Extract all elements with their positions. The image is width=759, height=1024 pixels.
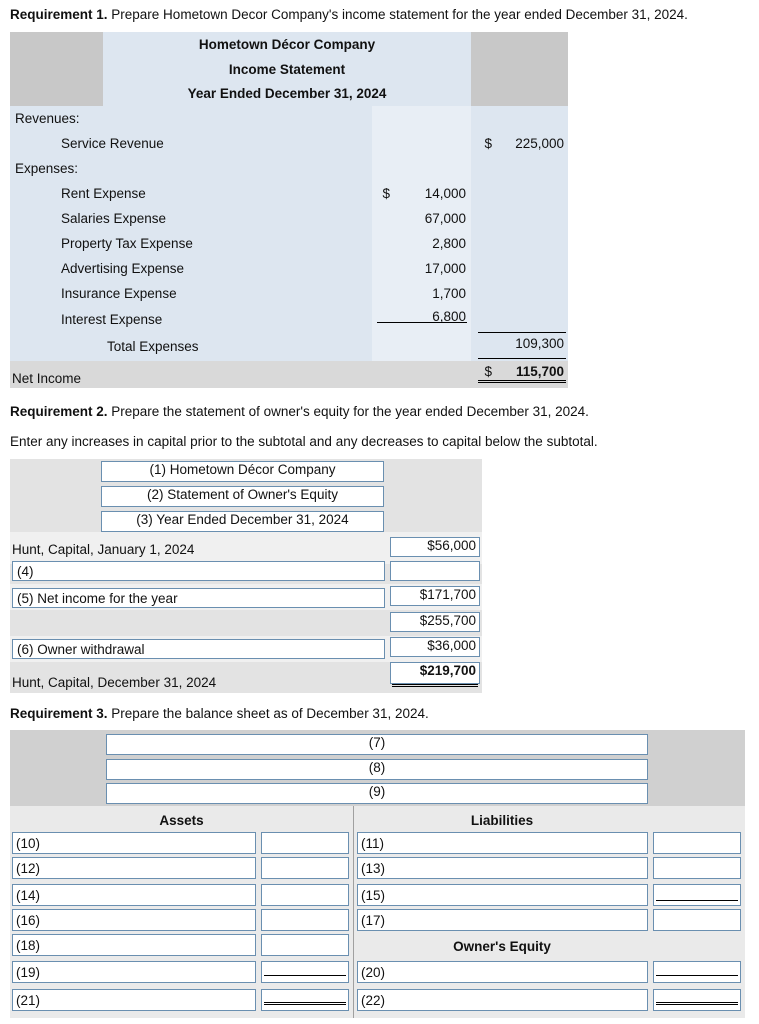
net-income-label: Net Income — [12, 371, 82, 386]
asset-label-field[interactable]: (12) — [12, 857, 256, 879]
is-title: Income Statement — [228, 62, 346, 77]
expenses-label: Expenses: — [15, 161, 79, 176]
assets-heading: Assets — [159, 813, 204, 828]
equity-amount-field[interactable] — [653, 961, 741, 983]
expenses-underline — [377, 322, 467, 323]
is-header-right-bg — [471, 32, 568, 106]
asset-label-field[interactable]: (10) — [12, 832, 256, 854]
service-revenue-label: Service Revenue — [61, 136, 164, 151]
total-expenses-topline — [478, 332, 566, 333]
expense-value: 67,000 — [424, 211, 466, 226]
capital-begin-label: Hunt, Capital, January 1, 2024 — [12, 542, 195, 557]
subtotal-field[interactable]: $255,700 — [390, 612, 480, 632]
liability-underline — [656, 900, 738, 901]
net-income-topline — [478, 358, 566, 359]
oe-header-title-field[interactable]: (2) Statement of Owner's Equity — [101, 486, 384, 507]
asset-amount-field[interactable] — [261, 934, 349, 956]
total-liab-equity-double-underline — [656, 1002, 738, 1005]
is-header-left-bg — [10, 32, 103, 106]
total-expenses-value: 109,300 — [515, 336, 564, 351]
liability-amount-field[interactable] — [653, 884, 741, 906]
asset-subtotal-underline — [264, 975, 346, 976]
oe-header-company-field[interactable]: (1) Hometown Décor Company — [101, 461, 384, 482]
expense-value: 17,000 — [424, 261, 466, 276]
total-liabilities-field[interactable] — [653, 909, 741, 931]
liabilities-heading: Liabilities — [470, 813, 534, 828]
total-assets-subtotal-field[interactable] — [261, 961, 349, 983]
bs-header-title-field[interactable]: (8) — [106, 759, 648, 780]
expense-label: Rent Expense — [61, 186, 146, 201]
liability-amount-field[interactable] — [653, 857, 741, 879]
liability-amount-field[interactable] — [653, 832, 741, 854]
total-liab-equity-label-field[interactable]: (22) — [357, 989, 648, 1011]
asset-amount-field[interactable] — [261, 832, 349, 854]
line-5-value-field[interactable]: $171,700 — [390, 586, 480, 606]
net-income-value: 115,700 — [515, 364, 564, 379]
total-liab-equity-field[interactable] — [653, 989, 741, 1011]
capital-end-field[interactable]: $219,700 — [390, 662, 480, 684]
liability-label-field[interactable]: (15) — [357, 884, 648, 906]
liability-label-field[interactable]: (17) — [357, 909, 648, 931]
asset-label-field[interactable]: (19) — [12, 961, 256, 983]
expense-value: 6,800 — [432, 309, 466, 324]
requirement-1-heading: Requirement 1. Prepare Hometown Decor Company's income statement for the year ended December 31, 2024. — [10, 7, 688, 22]
equity-underline — [656, 975, 738, 976]
asset-label-field[interactable]: (18) — [12, 934, 256, 956]
asset-label-field[interactable]: (14) — [12, 884, 256, 906]
line-4-label-field[interactable]: (4) — [12, 561, 385, 581]
line-6-label-field[interactable]: (6) Owner withdrawal — [12, 639, 385, 659]
oe-header-period-field[interactable]: (3) Year Ended December 31, 2024 — [101, 511, 384, 532]
bs-header-date-field[interactable]: (9) — [106, 783, 648, 804]
line-6-value-field[interactable]: $36,000 — [390, 637, 480, 657]
total-expenses-label: Total Expenses — [107, 339, 199, 354]
bs-column-divider — [353, 806, 354, 1018]
expense-label: Insurance Expense — [61, 286, 177, 301]
expense-value: 2,800 — [432, 236, 466, 251]
is-company-name: Hometown Décor Company — [198, 37, 376, 52]
line-4-value-field[interactable] — [390, 561, 480, 581]
requirement-2-heading: Requirement 2. Prepare the statement of owner's equity for the year ended December 31, 2024. — [10, 404, 589, 419]
total-assets-double-underline — [264, 1002, 346, 1005]
bs-header-company-field[interactable]: (7) — [106, 734, 648, 755]
asset-amount-field[interactable] — [261, 884, 349, 906]
total-assets-field[interactable] — [261, 989, 349, 1011]
expense-value: 14,000 — [424, 186, 466, 201]
requirement-3-heading: Requirement 3. Prepare the balance sheet as of December 31, 2024. — [10, 706, 429, 721]
asset-amount-field[interactable] — [261, 909, 349, 931]
capital-begin-field[interactable]: $56,000 — [390, 537, 480, 557]
owners-equity-heading: Owner's Equity — [453, 939, 551, 954]
service-revenue-value: 225,000 — [515, 136, 564, 151]
asset-label-field[interactable]: (16) — [12, 909, 256, 931]
equity-label-field[interactable]: (20) — [357, 961, 648, 983]
capital-end-double-underline — [392, 684, 478, 687]
revenues-label: Revenues: — [15, 111, 80, 126]
asset-label-field[interactable]: (21) — [12, 989, 256, 1011]
requirement-2-instruction: Enter any increases in capital prior to the subtotal and any decreases to capital below the subtotal. — [10, 434, 598, 449]
expense-value: 1,700 — [432, 286, 466, 301]
service-revenue-dollar: $ — [484, 136, 492, 151]
expense-dollar: $ — [382, 186, 390, 201]
liability-label-field[interactable]: (11) — [357, 832, 648, 854]
asset-amount-field[interactable] — [261, 857, 349, 879]
line-5-label-field[interactable]: (5) Net income for the year — [12, 588, 385, 608]
is-period: Year Ended December 31, 2024 — [187, 86, 387, 101]
net-income-double-underline — [478, 380, 566, 383]
capital-end-label: Hunt, Capital, December 31, 2024 — [12, 675, 217, 690]
expense-label: Advertising Expense — [61, 261, 185, 276]
liability-label-field[interactable]: (13) — [357, 857, 648, 879]
expense-label: Interest Expense — [61, 312, 163, 327]
net-income-dollar: $ — [484, 364, 492, 379]
expense-label: Property Tax Expense — [61, 236, 193, 251]
expense-label: Salaries Expense — [61, 211, 167, 226]
